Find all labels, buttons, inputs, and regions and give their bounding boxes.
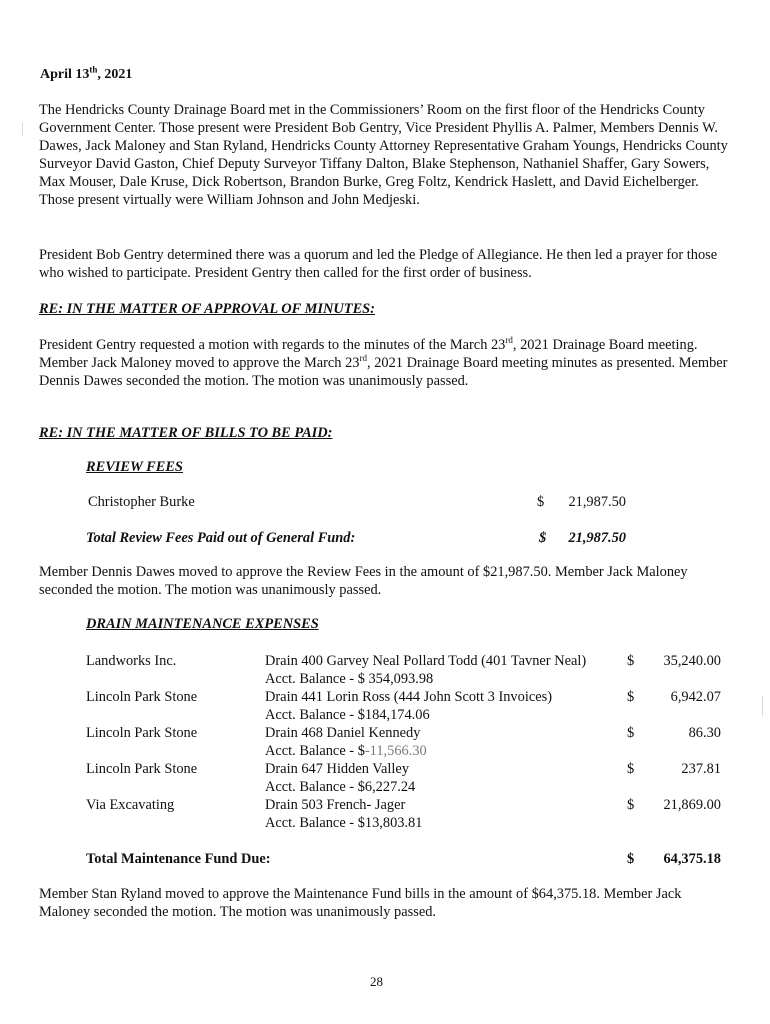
negative-balance-value: -11,566.30 — [364, 743, 427, 759]
review-fees-total-label: Total Review Fees Paid out of General Fund: — [86, 530, 356, 546]
review-fee-payee: Christopher Burke — [88, 494, 195, 510]
expense-balance: Acct. Balance - $184,174.06 — [265, 707, 430, 723]
maintenance-heading: DRAIN MAINTENANCE EXPENSES — [86, 616, 319, 632]
intro-paragraph: The Hendricks County Drainage Board met in the Commissioners’ Room on the first floor of the Hendricks County Government Center. Those present were President Bob Gentry, Vice President Phyllis A. Palmer, Members Dennis W. Dawes, Jack Maloney and Stan Ryland, Hendricks County Attorney Representative Graham Youngs, Hendricks County Surveyor David Gaston, Chief Deputy Surveyor Tiffany Dalton, Blake Stephenson, Nathaniel Shaffer, Gary Sowers, Max Mouser, Dale Kruse, Dick Robertson, Brandon Burke, Greg Foltz, Kendrick Haslett, and David Eichelberger. Those present virtually were William Johnson and John Medjeski. — [39, 102, 728, 208]
expense-balance: Acct. Balance - $6,227.24 — [265, 779, 416, 795]
expense-drain: Drain 503 French- Jager — [265, 797, 406, 813]
expense-vendor: Via Excavating — [86, 797, 175, 813]
expense-currency: $ — [627, 653, 635, 669]
review-fees-heading: REVIEW FEES — [86, 459, 183, 475]
maintenance-total-label: Total Maintenance Fund Due: — [86, 851, 271, 867]
expense-amount: 21,869.00 — [663, 797, 721, 813]
minutes-paragraph: President Gentry requested a motion with regards to the minutes of the March 23rd, 2021 Drainage Board meeting. Member Jack Maloney moved to approve the March 23rd, 2021 Drainage Board meeting minutes as presented. Member Dennis Dawes seconded the motion. The motion was unanimously passed. — [39, 335, 728, 389]
expense-currency: $ — [627, 761, 635, 777]
expense-amount: 6,942.07 — [670, 689, 721, 705]
expense-balance: Acct. Balance - $-11,566.30 — [265, 743, 427, 759]
bills-heading: RE: IN THE MATTER OF BILLS TO BE PAID: — [39, 425, 333, 441]
expense-balance: Acct. Balance - $ 354,093.98 — [265, 671, 434, 687]
minutes-heading: RE: IN THE MATTER OF APPROVAL OF MINUTES: — [39, 301, 375, 317]
review-fee-amount: 21,987.50 — [568, 494, 626, 510]
review-fees-total-currency: $ — [539, 530, 547, 546]
scan-mark — [22, 122, 23, 136]
expense-amount: 35,240.00 — [663, 653, 721, 669]
expense-amount: 237.81 — [681, 761, 721, 777]
review-fees-total-amount: 21,987.50 — [568, 530, 626, 546]
expense-balance: Acct. Balance - $13,803.81 — [265, 815, 423, 831]
maintenance-total-amount: 64,375.18 — [663, 851, 721, 867]
expense-currency: $ — [627, 797, 635, 813]
expense-drain: Drain 400 Garvey Neal Pollard Todd (401 Tavner Neal) — [265, 653, 587, 669]
meeting-date: April 13th, 2021 — [40, 64, 133, 82]
review-fees-motion: Member Dennis Dawes moved to approve the Review Fees in the amount of $21,987.50. Member Jack Maloney seconded the motion. The motion was unanimously passed. — [39, 564, 688, 598]
expense-drain: Drain 468 Daniel Kennedy — [265, 725, 421, 741]
expense-drain: Drain 441 Lorin Ross (444 John Scott 3 Invoices) — [265, 689, 552, 705]
expense-amount: 86.30 — [688, 725, 721, 741]
maintenance-total-currency: $ — [627, 851, 635, 867]
expense-vendor: Landworks Inc. — [86, 653, 177, 669]
expense-currency: $ — [627, 725, 635, 741]
scan-mark — [762, 696, 763, 716]
expense-drain: Drain 647 Hidden Valley — [265, 761, 410, 777]
maintenance-motion: Member Stan Ryland moved to approve the Maintenance Fund bills in the amount of $64,375.18. Member Jack Maloney seconded the motion. The motion was unanimously passed. — [39, 886, 682, 920]
review-fee-currency: $ — [537, 494, 545, 510]
expense-vendor: Lincoln Park Stone — [86, 761, 198, 777]
expense-vendor: Lincoln Park Stone — [86, 689, 198, 705]
expense-currency: $ — [627, 689, 635, 705]
expense-vendor: Lincoln Park Stone — [86, 725, 198, 741]
quorum-paragraph: President Bob Gentry determined there was a quorum and led the Pledge of Allegiance. He then led a prayer for those who wished to participate. President Gentry then called for the first order of business. — [39, 247, 718, 281]
page-number: 28 — [370, 974, 383, 989]
